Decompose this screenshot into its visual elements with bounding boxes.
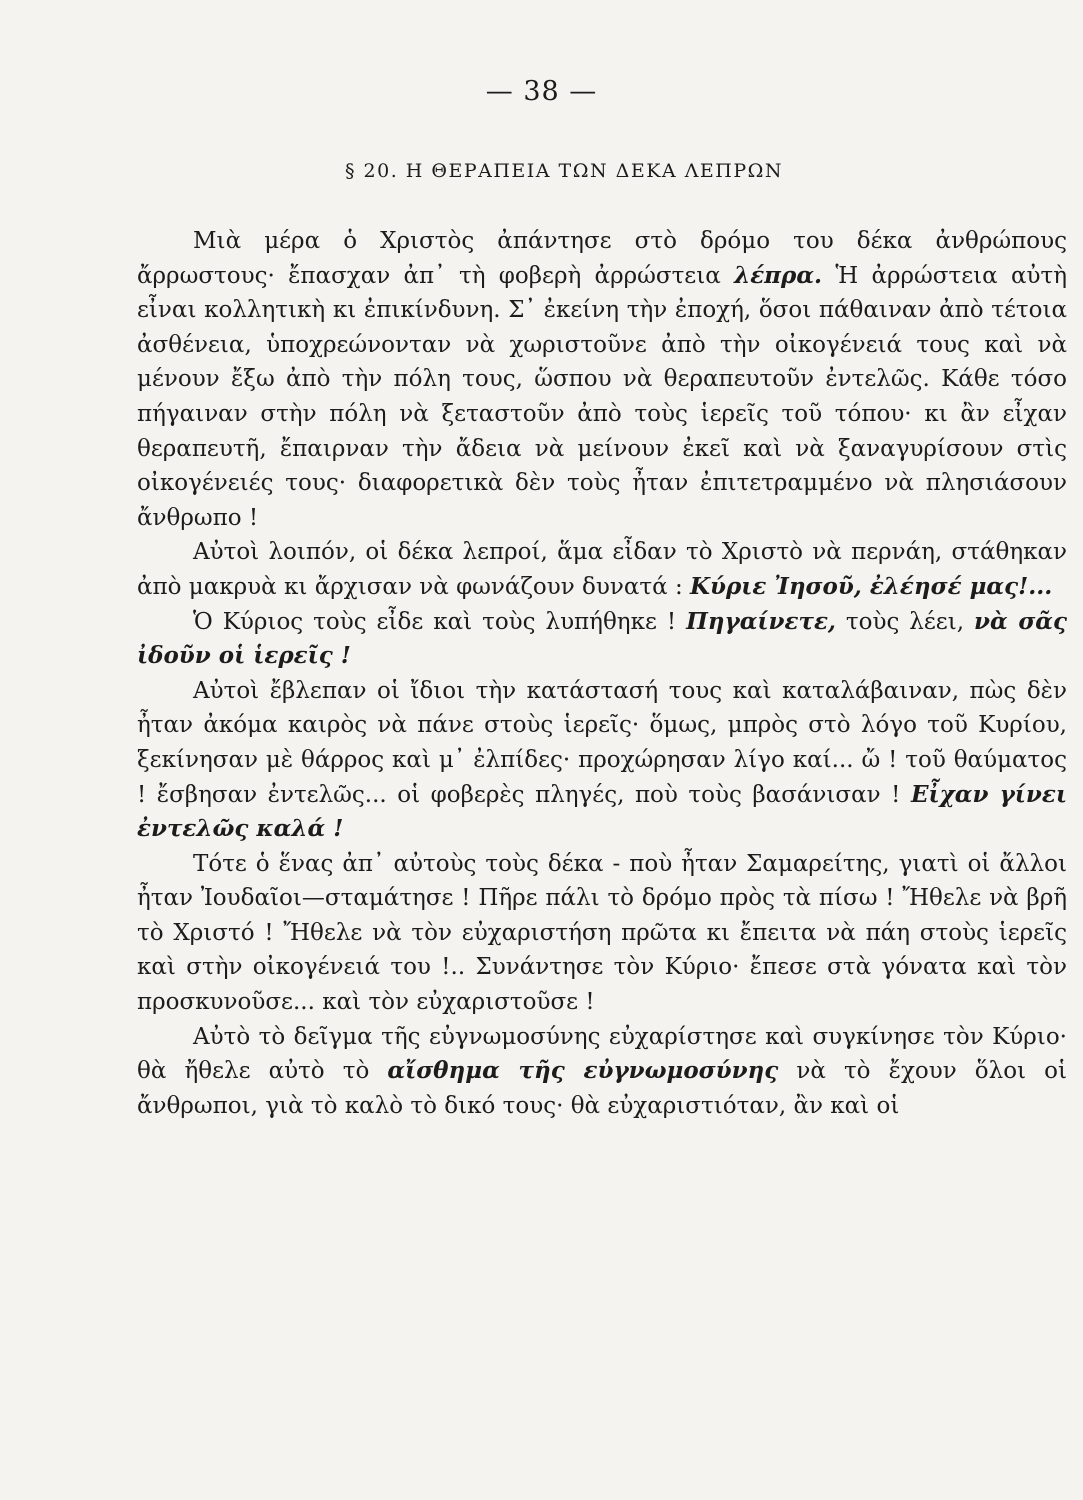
body-text	[137, 224, 1067, 1123]
text-run: τοὺς λέει,	[835, 608, 975, 635]
page-number: — 38 —	[485, 76, 598, 107]
emphasized-text: Πηγαίνετε,	[686, 607, 836, 635]
text-run: Αὐτοὶ ἔβλεπαν οἱ ἴδιοι τὴν κατάστασή τους καὶ καταλάβαιναν, πὼς δὲν ἦταν ἀκόμα καιρὸς νὰ πάνε στοὺς ἱερεῖς· ὅμως, μπρὸς στὸ λόγο τοῦ Κυρίου, ξεκίνησαν μὲ θάρρος καὶ μ᾽ ἐλπίδες· προχώρησαν λίγο καί... ὤ ! τοῦ θαύματος ! ἔσβησαν ἐντελῶς... οἱ φοβερὲς πληγές, ποὺ τοὺς βασάνισαν !	[137, 677, 1067, 808]
text-run: Αὐτοὶ λοιπόν, οἱ δέκα λεπροί, ἅμα εἶδαν τὸ Χριστὸ νὰ περνάη, στάθηκαν ἀπὸ μακρυὰ κι ἄρχισαν νὰ φωνάζουν δυνατά :	[137, 539, 1067, 600]
paragraph	[137, 674, 1067, 847]
emphasized-text: λέπρα.	[734, 261, 823, 289]
emphasized-text: αἴσθημα τῆς εὐγνωμοσύνης	[387, 1057, 779, 1085]
text-run: Μιὰ μέρα ὁ Χριστὸς ἀπάντησε στὸ δρόμο του δέκα ἀνθρώπους ἄρρωστους· ἔπασχαν ἀπ᾽ τὴ φοβερὴ ἀρρώστεια	[137, 228, 1067, 289]
emphasized-text: νὰ σᾶς ἰδοῦν οἱ ἱερεῖς !	[137, 607, 1067, 670]
text-run: Τότε ὁ ἕνας ἀπ᾽ αὐτοὺς τοὺς δέκα - ποὺ ἦταν Σαμαρείτης, γιατὶ οἱ ἄλλοι ἦταν Ἰουδαῖοι—σταμάτησε ! Πῆρε πάλι τὸ δρόμο πρὸς τὰ πίσω ! Ἤθελε νὰ βρῆ τὸ Χριστό ! Ἤθελε νὰ τὸν εὐχαριστήση πρῶτα κι ἔπειτα νὰ πάη στοὺς ἱερεῖς καὶ στὴν οἰκογένειά του !.. Συνάντησε τὸν Κύριο· ἔπεσε στὰ γόνατα καὶ τὸν προσκυνοῦσε... καὶ τὸν εὐχαριστοῦσε !	[137, 850, 1067, 1016]
text-run: Ἡ ἀρρώστεια αὐτὴ εἶναι κολλητικὴ κι ἐπικίνδυνη. Σ᾽ ἐκείνη τὴν ἐποχή, ὅσοι πάθαιναν ἀπὸ τέτοια ἀσθένεια, ὑποχρεώνονταν νὰ χωριστοῦνε ἀπὸ τὴν οἰκογένειά τους καὶ νὰ μένουν ἔξω ἀπὸ τὴν πόλη τους, ὥσπου νὰ θεραπευτοῦν ἐντελῶς. Κάθε τόσο πήγαιναν στὴν πόλη νὰ ξεταστοῦν ἀπὸ τοὺς ἱερεῖς τοῦ τόπου· κι ἂν εἶχαν θεραπευτῆ, ἔπαιρναν τὴν ἄδεια νὰ μείνουν ἐκεῖ καὶ νὰ ξαναγυρίσουν στὶς οἰκογένειές τους· διαφορετικὰ δὲν τοὺς ἦταν ἐπιτετραμμένο νὰ πλησιάσουν ἄνθρωπο !	[137, 262, 1067, 531]
text-run: νὰ τὸ ἔχουν ὅλοι οἱ ἄνθρωποι, γιὰ τὸ καλὸ τὸ δικό τους· θὰ εὐχαριστιόταν, ἂν καὶ οἱ	[137, 1058, 1067, 1119]
text-run: Αὐτὸ τὸ δεῖγμα τῆς εὐγνωμοσύνης εὐχαρίστησε καὶ συγκίνησε τὸν Κύριο· θὰ ἤθελε αὐτὸ τὸ	[137, 1023, 1067, 1085]
paragraph	[137, 605, 1067, 674]
emphasized-text: Κύριε Ἰησοῦ, ἐλέησέ μας!...	[690, 572, 1053, 600]
text-run: Ὁ Κύριος τοὺς εἶδε καὶ τοὺς λυπήθηκε !	[193, 608, 687, 635]
paragraph	[137, 847, 1067, 1020]
paragraph	[137, 224, 1067, 535]
section-title: § 20. Η ΘΕΡΑΠΕΙΑ ΤΩΝ ΔΕΚΑ ΛΕΠΡΩΝ	[345, 160, 784, 182]
emphasized-text: Εἶχαν γίνει ἐντελῶς καλά !	[137, 780, 1068, 843]
paragraph	[137, 1020, 1067, 1124]
paragraph	[137, 535, 1067, 604]
